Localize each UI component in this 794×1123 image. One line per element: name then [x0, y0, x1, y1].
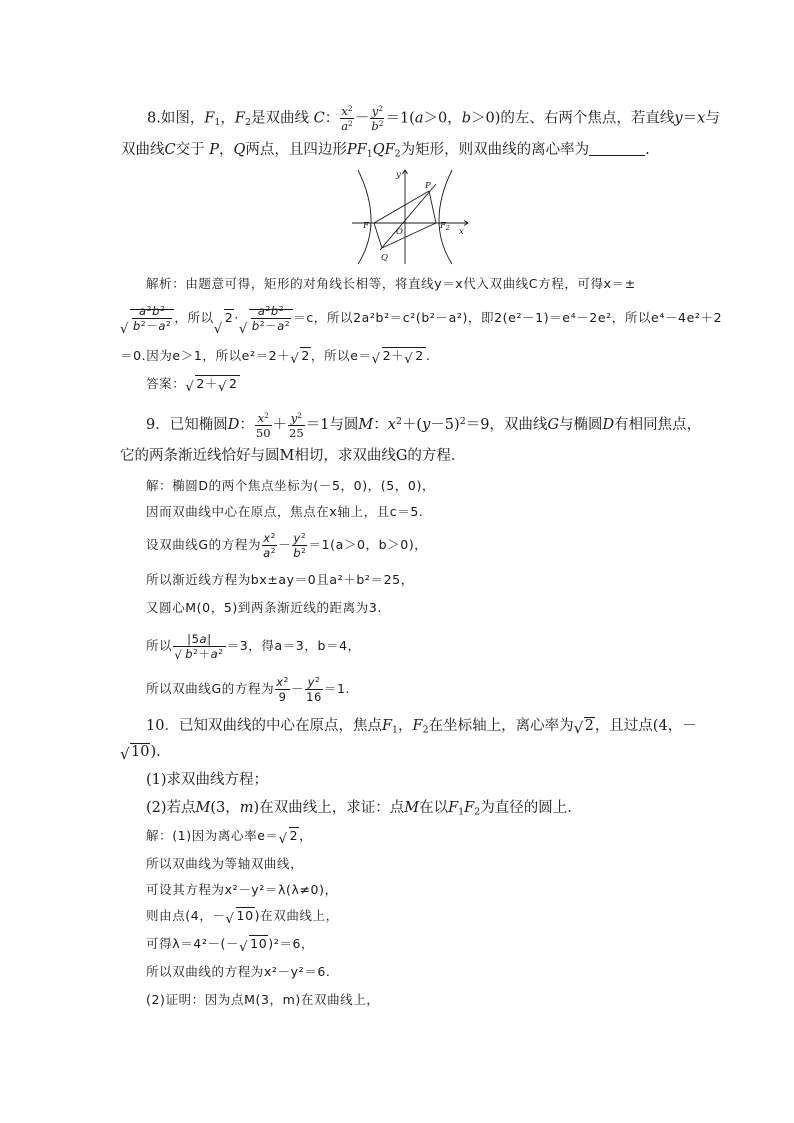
problem-10-question-1: (1)求双曲线方程； [146, 772, 269, 788]
label-q: Q [381, 253, 388, 263]
fraction-x2-a2: $\frac{x^2}{a^2}$ [341, 103, 353, 133]
problem-10-stem-line-1: 10．已知双曲线的中心在原点，焦点$F_1$，$F_2$在坐标轴上，离心率为√ 2，且过点(4，－ [146, 716, 697, 736]
problem-9-solution-line-4: 所以渐近线方程为bx±ay＝0且a²＋b²＝25， [146, 572, 414, 587]
fraction-y2-b2: $\frac{y^2}{b^2}$ [371, 103, 384, 133]
label-y: y [396, 170, 401, 180]
rect-side-q-f1 [374, 223, 382, 248]
sqrt-fraction-2: √ $\frac{a^2b^2}{b^2-a^2}$ [240, 300, 293, 336]
rect-side-p-f2 [429, 191, 436, 223]
problem-9-stem-line-2: 它的两条渐近线恰好与圆M相切，求双曲线G的方程． [120, 448, 466, 464]
problem-9-solution-line-5: 又圆心M(0，5)到两条渐近线的距离为3. [146, 600, 382, 615]
answer-blank [589, 141, 645, 156]
problem-10-solution-line-5: 可得λ＝4²－(－√ 10)²＝6， [146, 934, 314, 954]
line-y-equals-x [380, 184, 436, 250]
problem-8-solution-line-2: √ $\frac{a^2b^2}{b^2-a^2}$ ，所以√ 2· √ $\frac{a^2b^2}{b^2-a^2}$ ＝c，所以2a²b²＝c²(b²－a²)，即2(e²－1)＝e⁴－2e²，所以e⁴－4e²＋2 [120, 300, 722, 336]
problem-8-stem-line-1: 8.如图，$F_1$，$F_2$是双曲线 C： $\frac{x^2}{a^2}$ － $\frac{y^2}{b^2}$ ＝1(a＞0，b＞0)的左、右两个焦点，若直线y＝x与 [147, 103, 720, 133]
problem-9-solution-line-2: 因而双曲线中心在原点，焦点在x轴上，且c＝5. [146, 504, 424, 519]
rect-side-f2-q [382, 223, 436, 248]
problem-10-solution-line-3: 可设其方程为x²－y²＝λ(λ≠0)， [146, 882, 338, 897]
problem-8-answer: 答案：√ 2＋√ 2 [146, 374, 240, 394]
right-hyperbola-branch [439, 170, 452, 264]
problem-10-solution-line-2: 所以双曲线为等轴双曲线， [146, 856, 304, 871]
problem-8-stem-line-2: 双曲线C交于 P，Q两点，且四边形$PF_1QF_2$为矩形，则双曲线的离心率为 . [121, 142, 650, 160]
label-origin: O [396, 227, 403, 237]
rect-side-f1-p [374, 191, 429, 223]
problem-8-solution-line-1: 解析：由题意可得，矩形的对角线长相等，将直线y＝x代入双曲线C方程，可得x＝± [146, 276, 636, 291]
problem-9-solution-line-6: 所以 |5a| √ $b^2+a^2$ ＝3，得a＝3，b＝4， [146, 630, 361, 662]
problem-10-solution-line-4: 则由点(4，－√ 10)在双曲线上， [146, 906, 339, 926]
sqrt-fraction: √ $\frac{a^2b^2}{b^2-a^2}$ [121, 300, 174, 336]
problem-9-solution-line-3: 设双曲线G的方程为 $\frac{x^2}{a^2}$ － $\frac{y^2}{b^2}$ ＝1(a＞0，b＞0)， [146, 530, 428, 560]
problem-10-stem-line-2: √ 10). [120, 742, 161, 762]
label-f2: $F_2$ [440, 221, 450, 232]
label-x: x [459, 227, 464, 237]
hyperbola-figure [350, 168, 475, 266]
left-hyperbola-branch [358, 170, 371, 264]
problem-10-solution-line-7: (2)证明：因为点M(3，m)在双曲线上， [146, 992, 380, 1007]
problem-9-solution-line-7: 所以双曲线G的方程为 $\frac{x^2}{9}$ － $\frac{y^2}{16}$ ＝1. [146, 674, 351, 704]
problem-9-stem-line-1: 9．已知椭圆D： $\frac{x^2}{50}$ ＋ $\frac{y^2}{25}$ ＝1与圆M：$x^2+(y-5)^2=9$，双曲线G与椭圆D有相同焦点， [146, 410, 702, 440]
problem-8-solution-line-3: ＝0.因为e＞1，所以e²＝2＋√ 2，所以e＝√ 2＋√ 2 . [120, 346, 430, 366]
label-f1: $F_1$ [363, 221, 373, 232]
label-p: P [425, 181, 431, 191]
problem-10-question-2: (2)若点M(3，m)在双曲线上，求证：点M在以$F_1F_2$为直径的圆上． [146, 800, 582, 818]
problem-10-solution-line-1: 解：(1)因为离心率e＝√ 2， [146, 826, 312, 846]
problem-10-solution-line-6: 所以双曲线的方程为x²－y²＝6. [146, 964, 331, 979]
problem-9-solution-line-1: 解：椭圆D的两个焦点坐标为(－5，0)，(5，0)， [146, 478, 436, 493]
